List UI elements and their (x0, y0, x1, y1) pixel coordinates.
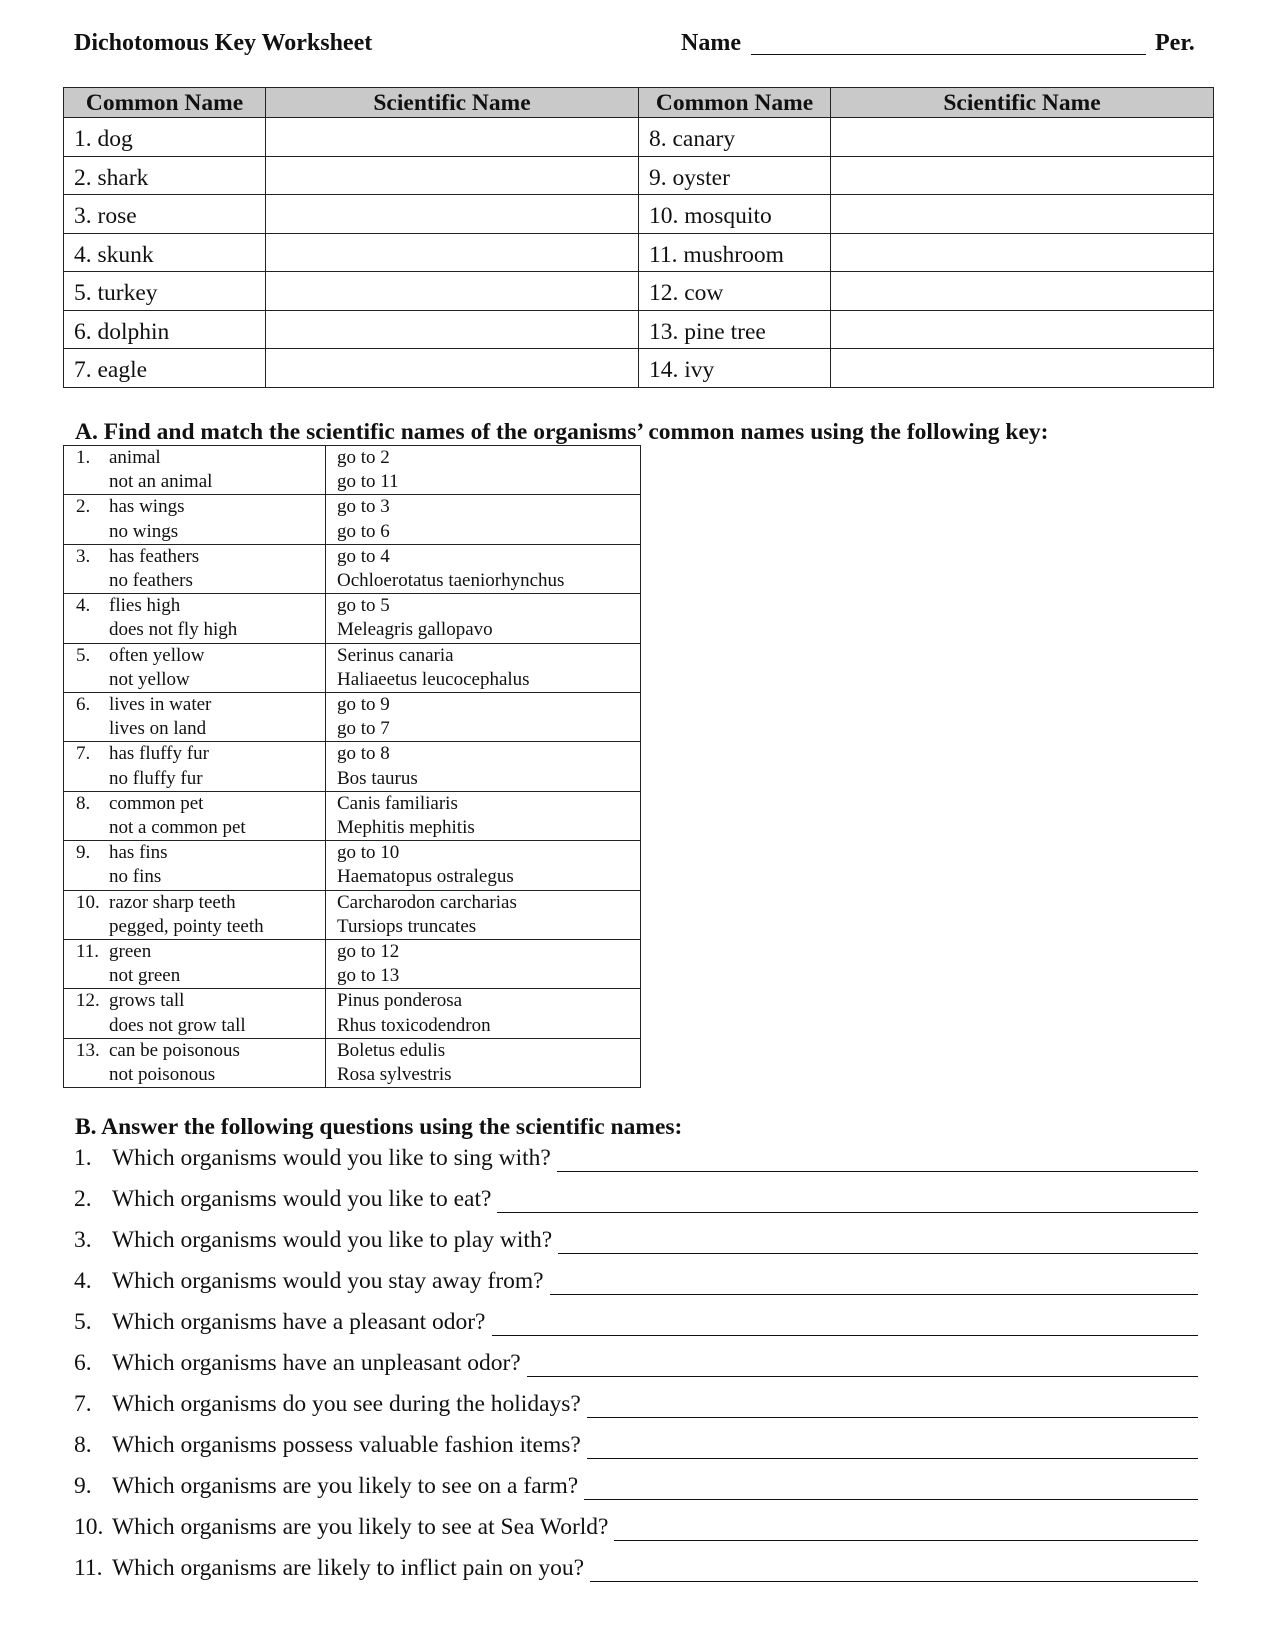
question-number: 3. (74, 1227, 92, 1253)
question-number: 4. (74, 1268, 92, 1294)
name-field-line[interactable] (751, 54, 1146, 55)
key-choice-a: lives in water (109, 694, 212, 716)
question-number: 7. (74, 1391, 92, 1417)
key-choice-b: does not fly high (109, 619, 238, 641)
key-result-b: go to 11 (337, 471, 399, 493)
key-choice-a: has fins (109, 842, 168, 864)
key-result-a: go to 2 (337, 447, 390, 468)
key-result-b: go to 7 (337, 718, 390, 740)
key-result-a: go to 10 (337, 842, 400, 864)
answer-line[interactable] (614, 1519, 1198, 1541)
key-step-row (64, 446, 641, 495)
question-item (74, 1267, 1198, 1295)
key-step-number: 11. (76, 941, 100, 963)
question-number: 8. (74, 1432, 92, 1458)
common-name-cell: 11. mushroom (639, 233, 831, 272)
common-name-cell: 6. dolphin (64, 310, 266, 349)
question-number: 11. (74, 1555, 103, 1581)
common-name-cell: 12. cow (639, 272, 831, 311)
question-text: Which organisms would you like to play with? (112, 1227, 553, 1253)
key-result-a: Pinus ponderosa (337, 990, 463, 1012)
key-choice-b: not yellow (109, 668, 190, 690)
question-text: Which organisms would you stay away from? (112, 1268, 544, 1294)
scientific-name-answer-cell[interactable] (266, 272, 639, 311)
key-choice-cell (64, 446, 326, 495)
key-result-b: Haematopus ostralegus (337, 866, 514, 888)
scientific-name-answer-cell[interactable] (831, 310, 1214, 349)
key-step-row (64, 594, 641, 643)
key-step-row (64, 742, 641, 791)
key-step-number: 2. (76, 496, 91, 518)
question-text: Which organisms would you like to eat? (112, 1186, 492, 1212)
scientific-name-answer-cell[interactable] (266, 195, 639, 234)
key-choice-cell (64, 643, 326, 692)
scientific-name-answer-cell[interactable] (831, 118, 1214, 157)
key-choice-cell (64, 495, 326, 544)
key-result-b: Ochloerotatus taeniorhynchus (337, 570, 565, 592)
key-step-row (64, 693, 641, 742)
common-name-cell: 5. turkey (64, 272, 266, 311)
names-table-header-row (64, 88, 1214, 118)
key-result-b: Bos taurus (337, 767, 418, 789)
scientific-name-answer-cell[interactable] (831, 195, 1214, 234)
answer-line[interactable] (527, 1355, 1198, 1377)
question-item (74, 1349, 1198, 1377)
answer-line[interactable] (590, 1560, 1198, 1582)
table-row (64, 118, 1214, 157)
common-name-cell: 4. skunk (64, 233, 266, 272)
key-choice-a: flies high (109, 595, 181, 617)
key-result-b: Tursiops truncates (337, 915, 477, 937)
scientific-name-answer-cell[interactable] (266, 349, 639, 388)
answer-line[interactable] (587, 1437, 1198, 1459)
answer-line[interactable] (550, 1273, 1198, 1295)
key-result-cell (326, 742, 641, 791)
key-step-number: 3. (76, 545, 91, 567)
key-choice-cell (64, 594, 326, 643)
question-number: 9. (74, 1473, 92, 1499)
common-name-cell: 13. pine tree (639, 310, 831, 349)
key-step-row (64, 544, 641, 593)
dichotomous-key-table (63, 445, 641, 1088)
question-item (74, 1554, 1198, 1582)
question-item (74, 1308, 1198, 1336)
key-choice-a: has feathers (109, 545, 200, 567)
key-result-b: Mephitis mephitis (337, 817, 475, 839)
key-step-row (64, 643, 641, 692)
name-label: Name (681, 30, 741, 56)
key-step-row (64, 940, 641, 989)
scientific-name-answer-cell[interactable] (266, 156, 639, 195)
key-result-b: Meleagris gallopavo (337, 619, 493, 641)
key-choice-a: has fluffy fur (109, 743, 209, 765)
question-item (74, 1390, 1198, 1418)
key-result-a: go to 5 (337, 595, 390, 617)
question-text: Which organisms do you see during the holidays? (112, 1391, 581, 1417)
key-result-b: Haliaeetus leucocephalus (337, 668, 530, 690)
key-result-cell (326, 643, 641, 692)
question-item (74, 1431, 1198, 1459)
question-item (74, 1144, 1198, 1172)
answer-line[interactable] (492, 1314, 1199, 1336)
key-result-cell (326, 940, 641, 989)
answer-line[interactable] (584, 1478, 1198, 1500)
table-row (64, 156, 1214, 195)
common-name-cell: 9. oyster (639, 156, 831, 195)
key-result-cell (326, 989, 641, 1038)
key-choice-a: has wings (109, 496, 185, 518)
names-table (63, 87, 1214, 388)
key-step-number: 6. (76, 694, 91, 716)
key-result-b: go to 6 (337, 520, 390, 542)
key-result-b: go to 13 (337, 965, 400, 987)
key-result-a: Carcharodon carcharias (337, 891, 517, 913)
key-step-row (64, 989, 641, 1038)
table-row (64, 310, 1214, 349)
question-item (74, 1472, 1198, 1500)
key-result-cell (326, 495, 641, 544)
question-text: Which organisms are likely to inflict pain on you? (112, 1555, 585, 1581)
key-result-a: go to 8 (337, 743, 390, 765)
key-step-row (64, 841, 641, 890)
question-text: Which organisms would you like to sing with? (112, 1145, 551, 1171)
key-choice-cell (64, 841, 326, 890)
key-step-number: 5. (76, 644, 91, 666)
key-choice-a: often yellow (109, 644, 205, 666)
key-choice-b: does not grow tall (109, 1014, 246, 1036)
header-scientific-name: Scientific Name (266, 88, 639, 118)
key-result-a: go to 12 (337, 941, 400, 963)
header-common-name: Common Name (639, 88, 831, 118)
key-result-a: go to 4 (337, 545, 390, 567)
table-row (64, 195, 1214, 234)
key-choice-b: not a common pet (109, 817, 246, 839)
key-choice-a: can be poisonous (109, 1039, 240, 1061)
key-choice-cell (64, 791, 326, 840)
answer-line[interactable] (497, 1191, 1198, 1213)
question-number: 1. (74, 1145, 92, 1171)
scientific-name-answer-cell[interactable] (831, 272, 1214, 311)
answer-line[interactable] (587, 1396, 1198, 1418)
key-choice-a: green (109, 941, 152, 963)
key-result-a: go to 3 (337, 496, 390, 518)
answer-line[interactable] (557, 1150, 1198, 1172)
table-row (64, 349, 1214, 388)
key-step-number: 7. (76, 743, 91, 765)
key-choice-cell (64, 989, 326, 1038)
key-choice-b: pegged, pointy teeth (109, 915, 264, 937)
key-step-number: 10. (76, 891, 100, 913)
question-text: Which organisms have an unpleasant odor? (112, 1350, 521, 1376)
question-number: 10. (74, 1514, 104, 1540)
key-result-cell (326, 890, 641, 939)
key-step-row (64, 791, 641, 840)
question-item (74, 1513, 1198, 1541)
key-choice-a: grows tall (109, 990, 185, 1012)
key-step-number: 13. (76, 1039, 100, 1061)
key-choice-b: no fluffy fur (109, 767, 203, 789)
question-text: Which organisms possess valuable fashion items? (112, 1432, 581, 1458)
question-item (74, 1185, 1198, 1213)
question-number: 5. (74, 1309, 92, 1335)
key-choice-b: not poisonous (109, 1064, 216, 1086)
scientific-name-answer-cell[interactable] (831, 233, 1214, 272)
common-name-cell: 10. mosquito (639, 195, 831, 234)
common-name-cell: 2. shark (64, 156, 266, 195)
scientific-name-answer-cell[interactable] (831, 156, 1214, 195)
key-choice-b: no fins (109, 866, 162, 888)
scientific-name-answer-cell[interactable] (831, 349, 1214, 388)
table-row (64, 233, 1214, 272)
key-choice-b: no wings (109, 520, 179, 542)
question-item (74, 1226, 1198, 1254)
common-name-cell: 14. ivy (639, 349, 831, 388)
question-text: Which organisms are you likely to see on a farm? (112, 1473, 579, 1499)
key-result-cell (326, 544, 641, 593)
key-result-a: Canis familiaris (337, 792, 458, 814)
table-row (64, 272, 1214, 311)
key-step-row (64, 1038, 641, 1087)
scientific-name-answer-cell[interactable] (266, 118, 639, 157)
common-name-cell: 8. canary (639, 118, 831, 157)
question-text: Which organisms have a pleasant odor? (112, 1309, 486, 1335)
key-result-a: Serinus canaria (337, 644, 454, 666)
key-result-a: go to 9 (337, 694, 390, 716)
worksheet-title: Dichotomous Key Worksheet (74, 30, 373, 56)
key-choice-a: animal (109, 447, 161, 468)
key-choice-b: lives on land (109, 718, 207, 740)
question-text: Which organisms are you likely to see at Sea World? (112, 1514, 609, 1540)
key-result-cell (326, 446, 641, 495)
key-step-number: 1. (76, 447, 91, 468)
key-choice-cell (64, 890, 326, 939)
common-name-cell: 1. dog (64, 118, 266, 157)
key-result-cell (326, 1038, 641, 1087)
section-a-heading: A. Find and match the scientific names of the organisms’ common names using the following key: (75, 419, 1049, 445)
key-step-number: 9. (76, 842, 91, 864)
key-result-cell (326, 693, 641, 742)
key-choice-a: razor sharp teeth (109, 891, 236, 913)
key-result-b: Rhus toxicodendron (337, 1014, 491, 1036)
answer-line[interactable] (558, 1232, 1198, 1254)
key-choice-b: no feathers (109, 570, 193, 592)
key-result-a: Boletus edulis (337, 1039, 446, 1061)
key-choice-cell (64, 940, 326, 989)
period-label: Per. (1155, 30, 1195, 56)
scientific-name-answer-cell[interactable] (266, 310, 639, 349)
key-choice-cell (64, 1038, 326, 1087)
key-step-number: 8. (76, 792, 91, 814)
common-name-cell: 7. eagle (64, 349, 266, 388)
key-choice-cell (64, 693, 326, 742)
key-result-cell (326, 841, 641, 890)
question-number: 2. (74, 1186, 92, 1212)
key-result-cell (326, 594, 641, 643)
section-b-heading: B. Answer the following questions using the scientific names: (75, 1114, 683, 1140)
scientific-name-answer-cell[interactable] (266, 233, 639, 272)
key-step-number: 4. (76, 595, 91, 617)
header-scientific-name: Scientific Name (831, 88, 1214, 118)
key-choice-a: common pet (109, 792, 204, 814)
key-choice-b: not green (109, 965, 181, 987)
key-step-number: 12. (76, 990, 100, 1012)
common-name-cell: 3. rose (64, 195, 266, 234)
key-step-row (64, 890, 641, 939)
key-choice-b: not an animal (109, 471, 213, 493)
key-result-cell (326, 791, 641, 840)
question-number: 6. (74, 1350, 92, 1376)
key-choice-cell (64, 544, 326, 593)
key-step-row (64, 495, 641, 544)
header-common-name: Common Name (64, 88, 266, 118)
key-result-b: Rosa sylvestris (337, 1064, 452, 1086)
key-choice-cell (64, 742, 326, 791)
